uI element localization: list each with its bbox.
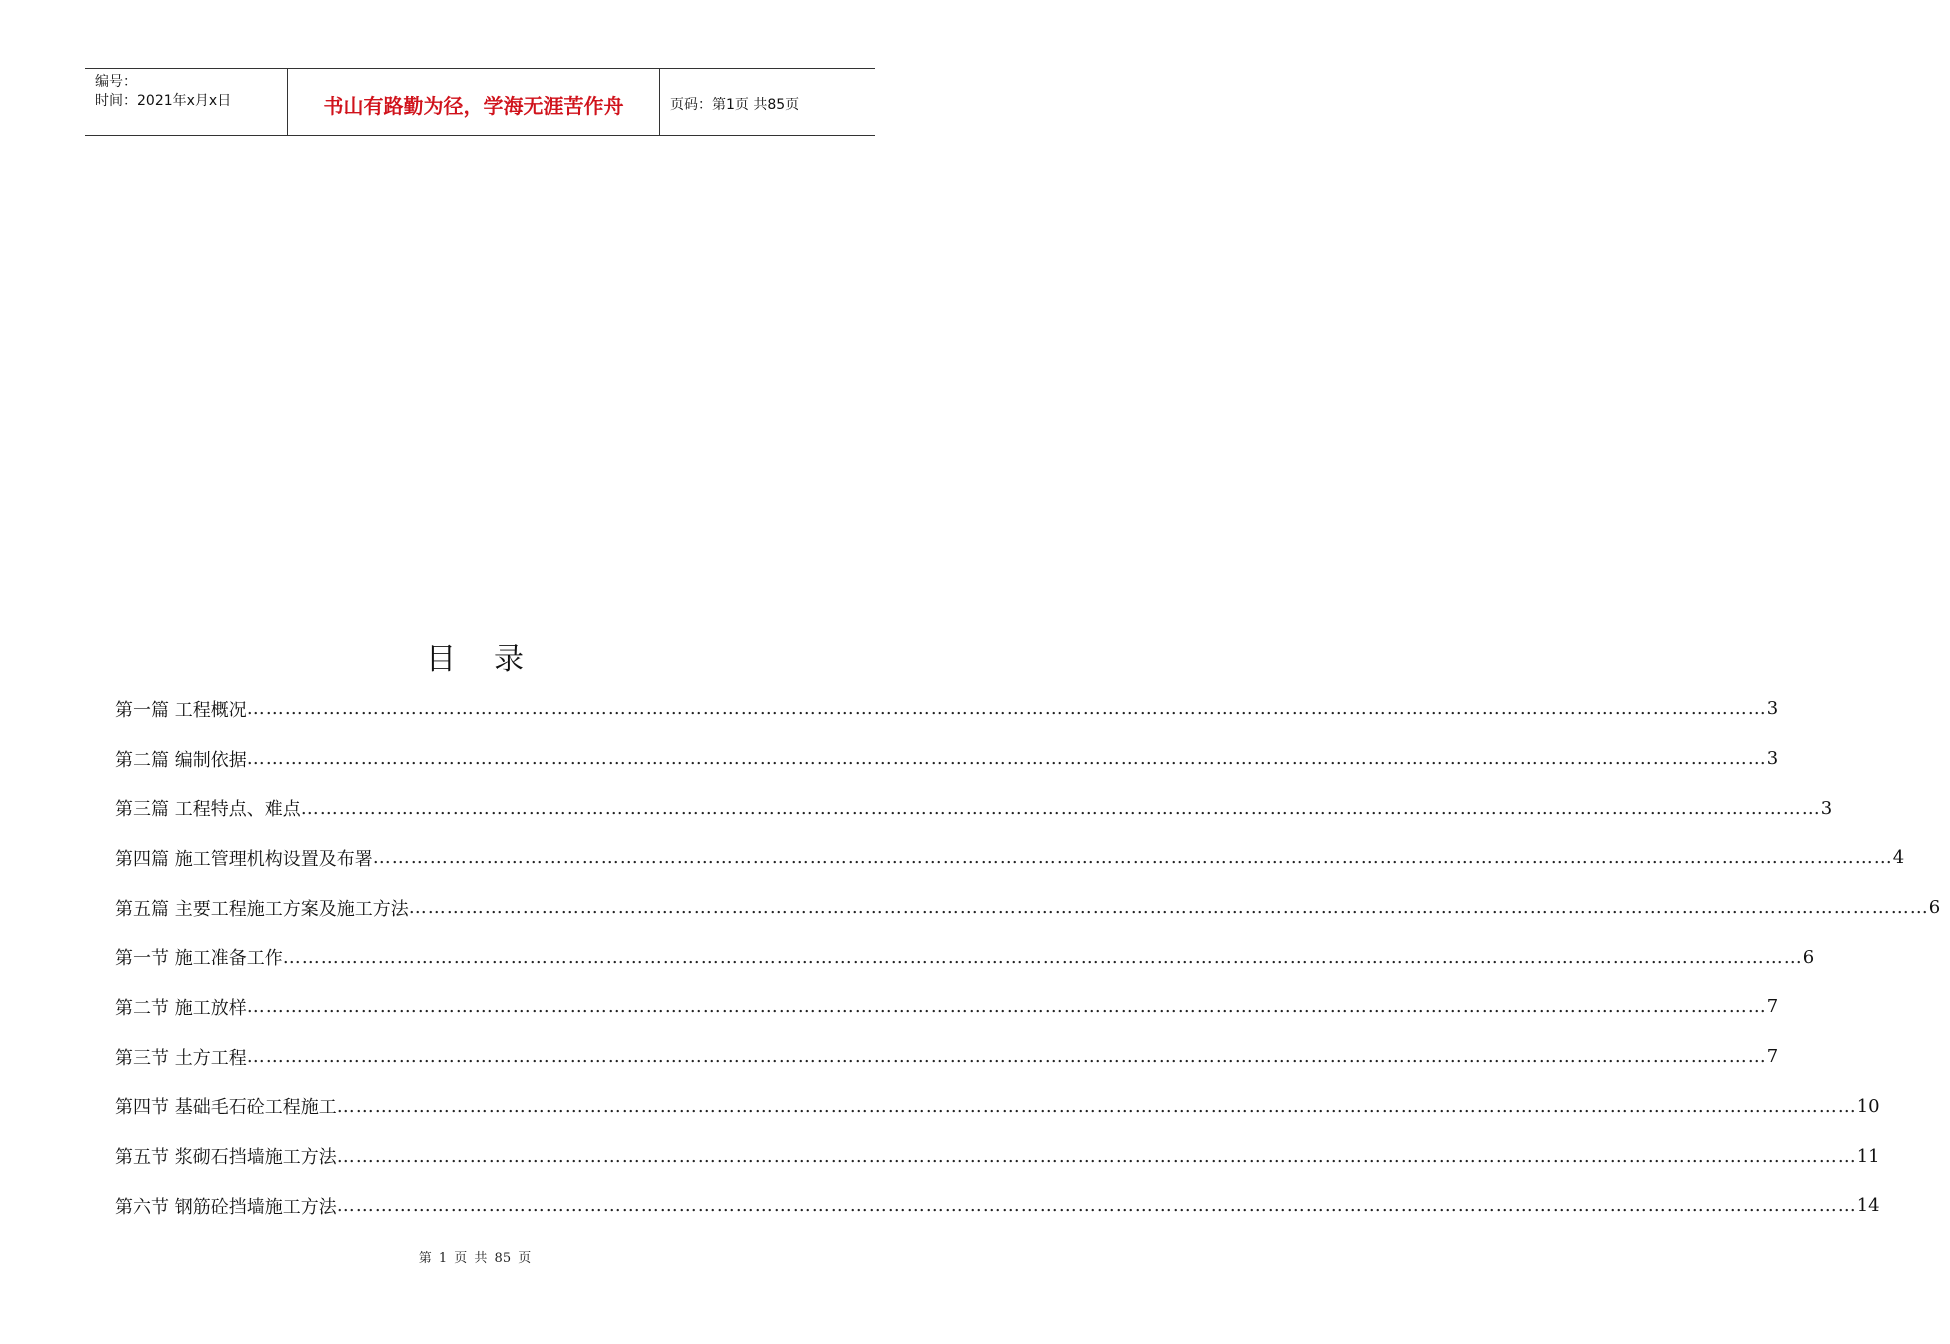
toc-leader-dots: …………………………………………………………………………………………………………………………………………………………………………………………………………………… xyxy=(336,1145,1857,1167)
page-footer: 第 1 页 共 85 页 xyxy=(418,1251,532,1266)
toc-list xyxy=(115,684,1941,1231)
toc-item-label: 第六节 钢筋砼挡墙施工方法 xyxy=(115,1196,337,1218)
toc-leader-dots: …………………………………………………………………………………………………………………………………………………………………………………………………………………… xyxy=(246,748,1767,770)
toc-item-page: 7 xyxy=(1766,1046,1779,1068)
page-header xyxy=(85,68,875,136)
toc-leader-dots: …………………………………………………………………………………………………………………………………………………………………………………………………………………… xyxy=(408,897,1929,919)
toc-item-page: 4 xyxy=(1892,847,1905,869)
toc-item-label: 第一节 施工准备工作 xyxy=(115,948,283,970)
toc-leader-dots: …………………………………………………………………………………………………………………………………………………………………………………………………………………… xyxy=(246,1046,1767,1068)
toc-leader-dots: …………………………………………………………………………………………………………………………………………………………………………………………………………………… xyxy=(246,996,1767,1018)
toc-item-label: 第三篇 工程特点、难点 xyxy=(115,799,301,821)
toc-item[interactable] xyxy=(115,734,1779,784)
toc-item[interactable] xyxy=(115,1082,1880,1132)
toc-item[interactable] xyxy=(115,982,1779,1032)
toc-item-page: 7 xyxy=(1766,996,1779,1018)
toc-item-label: 第二节 施工放样 xyxy=(115,997,247,1019)
toc-item-page: 6 xyxy=(1802,946,1815,968)
document-time-label: 时间：2021年x月x日 xyxy=(95,93,232,109)
toc-item[interactable] xyxy=(115,684,1779,734)
toc-leader-dots: …………………………………………………………………………………………………………………………………………………………………………………………………………………… xyxy=(336,1195,1857,1217)
toc-item-label: 第三节 土方工程 xyxy=(115,1047,247,1069)
toc-item[interactable] xyxy=(115,932,1815,982)
document-number-label: 编号： xyxy=(95,74,137,90)
toc-item-page: 3 xyxy=(1766,698,1779,720)
toc-item-label: 第一篇 工程概况 xyxy=(115,699,247,721)
toc-leader-dots: …………………………………………………………………………………………………………………………………………………………………………………………………………………… xyxy=(372,847,1893,869)
header-motto: 书山有路勤为径，学海无涯苦作舟 xyxy=(287,69,660,135)
toc-leader-dots: …………………………………………………………………………………………………………………………………………………………………………………………………………………… xyxy=(246,698,1767,720)
toc-title: 目录 xyxy=(426,642,562,677)
toc-item[interactable] xyxy=(115,1131,1880,1181)
toc-item[interactable] xyxy=(115,883,1941,933)
toc-leader-dots: …………………………………………………………………………………………………………………………………………………………………………………………………………………… xyxy=(282,946,1803,968)
toc-item-label: 第五篇 主要工程施工方案及施工方法 xyxy=(115,898,409,920)
toc-item-page: 14 xyxy=(1856,1195,1880,1217)
toc-item[interactable] xyxy=(115,1032,1779,1082)
toc-item-page: 6 xyxy=(1928,897,1941,919)
toc-item-label: 第四节 基础毛石砼工程施工 xyxy=(115,1097,337,1119)
toc-item[interactable] xyxy=(115,783,1833,833)
toc-item-label: 第五节 浆砌石挡墙施工方法 xyxy=(115,1147,337,1169)
toc-item-page: 3 xyxy=(1820,797,1833,819)
toc-item-page: 10 xyxy=(1856,1095,1880,1117)
toc-item-label: 第四篇 施工管理机构设置及布署 xyxy=(115,848,373,870)
toc-item-page: 3 xyxy=(1766,748,1779,770)
toc-leader-dots: …………………………………………………………………………………………………………………………………………………………………………………………………………………… xyxy=(300,797,1821,819)
header-page-info: 页码：第1页 共85页 xyxy=(670,97,800,113)
toc-item-label: 第二篇 编制依据 xyxy=(115,749,247,771)
toc-item-page: 11 xyxy=(1856,1145,1880,1167)
toc-item[interactable] xyxy=(115,1181,1880,1231)
toc-item[interactable] xyxy=(115,833,1905,883)
header-meta xyxy=(85,69,287,135)
toc-leader-dots: …………………………………………………………………………………………………………………………………………………………………………………………………………………… xyxy=(336,1095,1857,1117)
